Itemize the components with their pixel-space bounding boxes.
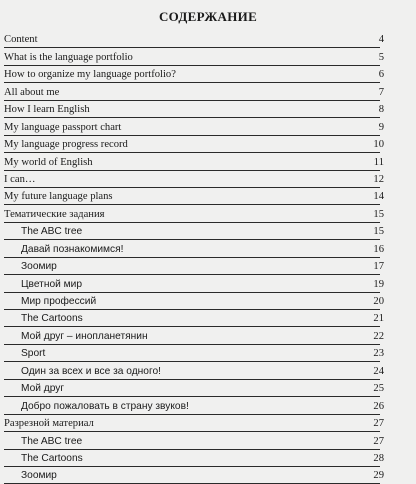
toc-entry-page-number: 11: [373, 156, 384, 168]
toc-entry-page-number: 29: [373, 470, 384, 482]
toc-entry-page-number: 26: [373, 400, 384, 412]
toc-entry-title: The ABC tree: [21, 226, 83, 238]
toc-entry-page-number: 25: [373, 383, 384, 395]
toc-entry: [4, 467, 384, 484]
toc-entry-page-number: 6: [378, 69, 384, 81]
toc-entry-title: How to organize my language portfolio?: [4, 69, 176, 81]
toc-entry: [4, 397, 384, 414]
toc-entry-page-number: 10: [373, 139, 384, 151]
toc-entry: [4, 240, 384, 257]
toc-entry: [4, 345, 384, 362]
toc-entry: [4, 171, 384, 188]
toc-entry-title: Мой друг: [21, 383, 65, 395]
table-of-contents: [4, 31, 384, 484]
toc-entry: [4, 415, 384, 432]
toc-entry-page-number: 20: [373, 296, 384, 307]
toc-entry-page-number: 27: [373, 418, 384, 430]
toc-entry-title: Цветной мир: [21, 278, 83, 290]
toc-entry-page-number: 15: [373, 208, 384, 220]
toc-entry-title: All about me: [4, 86, 60, 98]
toc-entry: [4, 450, 384, 467]
toc-entry-title: The ABC tree: [21, 435, 83, 447]
toc-entry-title: Тематические задания: [4, 208, 105, 220]
toc-entry: [4, 362, 384, 379]
toc-entry-title: My future language plans: [4, 191, 113, 203]
toc-entry-title: My world of English: [4, 156, 93, 168]
toc-entry-title: Sport: [21, 348, 46, 360]
toc-entry-title: Один за всех и все за одного!: [21, 365, 161, 377]
toc-entry-title: How I learn English: [4, 104, 90, 116]
toc-entry: [4, 136, 384, 153]
toc-entry-title: The Cartoons: [21, 313, 83, 325]
toc-entry-title: What is the language portfolio: [4, 51, 133, 63]
toc-entry-title: My language progress record: [4, 139, 128, 151]
toc-entry-title: Зоомир: [21, 261, 57, 273]
toc-entry: [4, 48, 384, 65]
toc-entry-title: Мир профессий: [21, 296, 97, 307]
toc-entry: [4, 31, 384, 48]
toc-entry: [4, 223, 384, 240]
toc-entry-title: The Cartoons: [21, 452, 83, 464]
toc-entry-page-number: 17: [373, 261, 384, 273]
toc-entry-title: Давай познакомимся!: [21, 243, 124, 255]
toc-entry: [4, 205, 384, 222]
toc-entry-page-number: 15: [373, 226, 384, 238]
toc-entry-title: Зоомир: [21, 470, 57, 482]
page-title: СОДЕРЖАНИЕ: [158, 9, 258, 24]
toc-entry-page-number: 4: [378, 34, 384, 46]
toc-entry-page-number: 12: [373, 173, 384, 185]
toc-entry-page-number: 16: [373, 243, 384, 255]
toc-entry-title: Добро пожаловать в страну звуков!: [21, 400, 189, 412]
toc-entry-page-number: 27: [373, 435, 384, 447]
toc-entry: [4, 432, 384, 449]
toc-entry: [4, 275, 384, 292]
toc-entry-page-number: 8: [378, 104, 384, 116]
toc-entry-page-number: 22: [373, 330, 384, 342]
toc-entry: [4, 83, 384, 100]
toc-entry-page-number: 14: [373, 191, 384, 203]
toc-entry-page-number: 28: [373, 452, 384, 464]
toc-entry: [4, 188, 384, 205]
toc-entry: [4, 101, 384, 118]
toc-entry-title: I can…: [4, 173, 36, 185]
toc-entry-page-number: 9: [378, 121, 384, 133]
toc-entry-page-number: 24: [373, 365, 384, 377]
toc-entry-title: Разрезной материал: [4, 418, 94, 430]
toc-entry: [4, 118, 384, 135]
toc-entry-page-number: 5: [378, 51, 384, 63]
toc-entry-title: Content: [4, 34, 38, 46]
toc-entry-page-number: 19: [373, 278, 384, 290]
toc-entry: [4, 327, 384, 344]
toc-entry: [4, 153, 384, 170]
toc-entry-title: My language passport chart: [4, 121, 122, 133]
toc-entry-page-number: 23: [373, 348, 384, 360]
toc-entry-page-number: 7: [378, 86, 384, 98]
toc-entry: [4, 293, 384, 310]
toc-entry-page-number: 21: [373, 313, 384, 325]
toc-entry: [4, 258, 384, 275]
toc-entry: [4, 66, 384, 83]
toc-entry: [4, 380, 384, 397]
toc-entry-title: Мой друг – инопланетянин: [21, 330, 148, 342]
toc-entry: [4, 310, 384, 327]
